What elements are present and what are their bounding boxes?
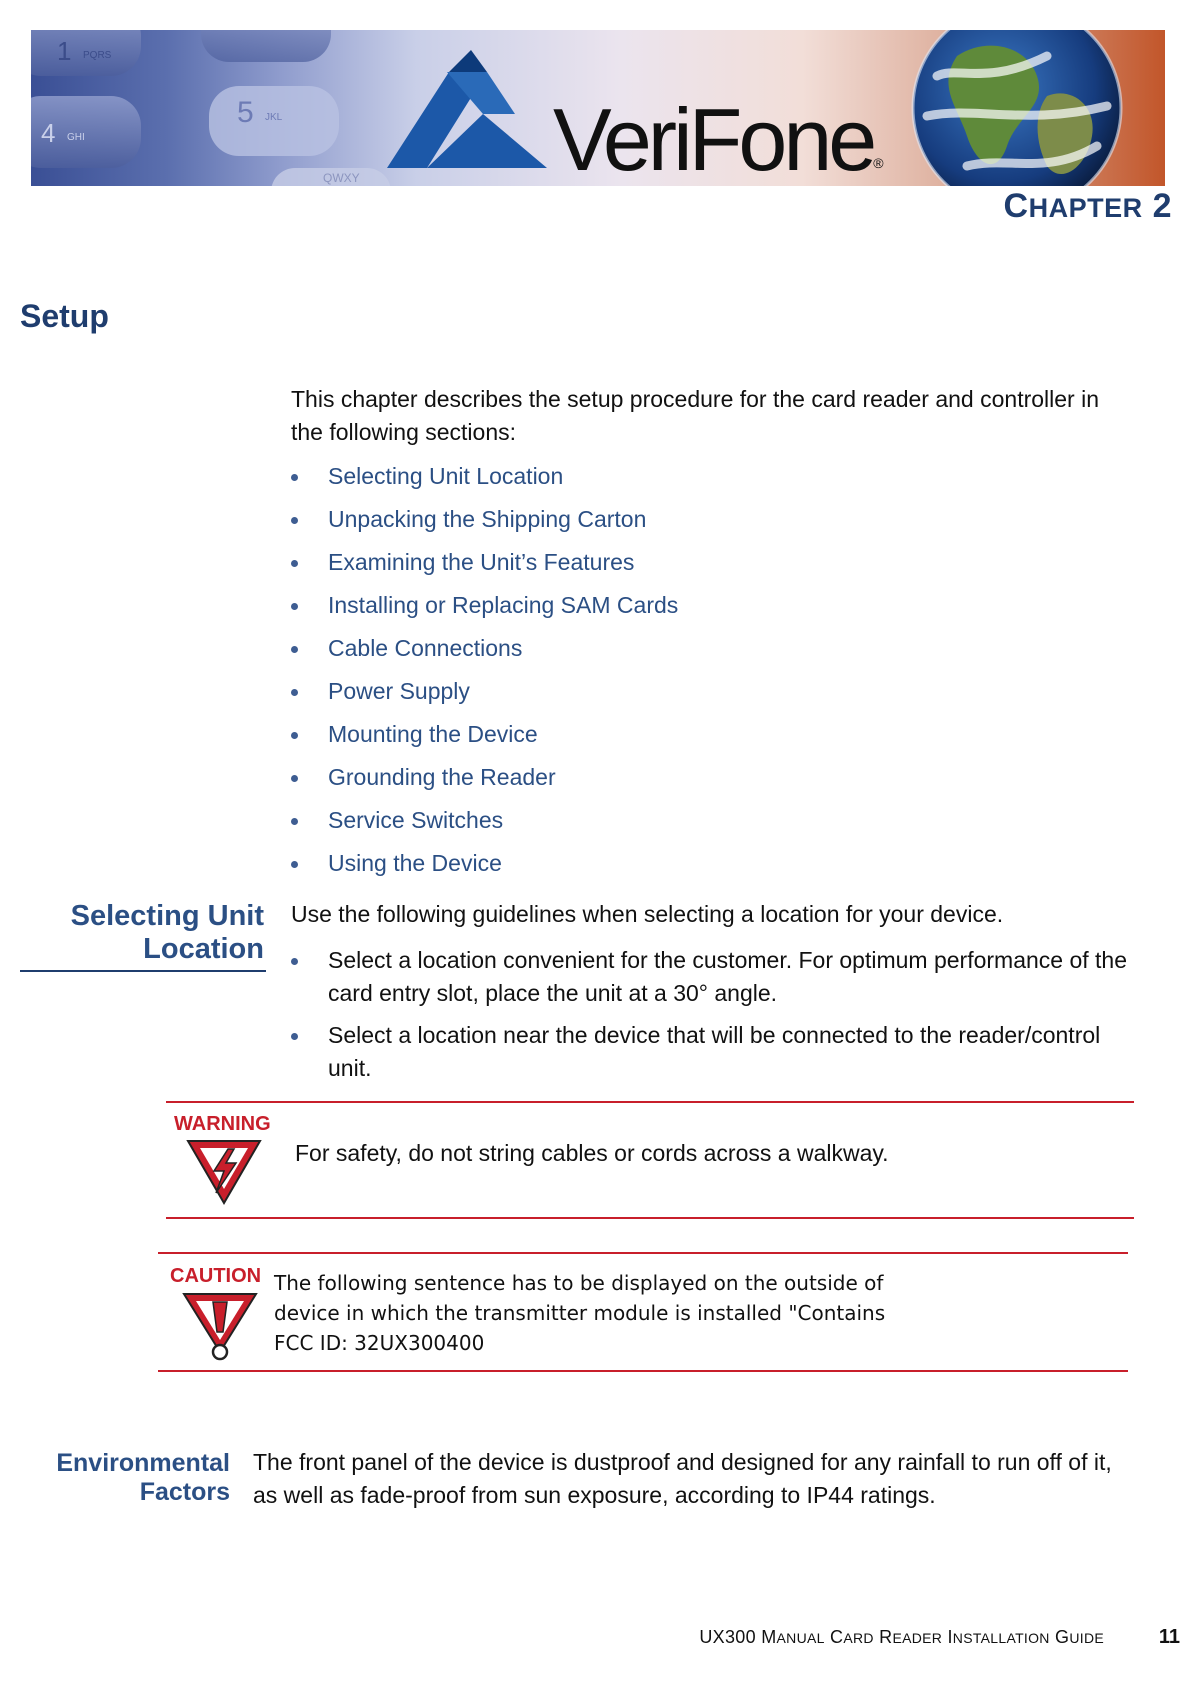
heading-rule	[20, 970, 266, 972]
bullet-icon	[291, 603, 298, 610]
svg-text:5: 5	[237, 96, 254, 129]
section-title: Setup	[20, 298, 109, 334]
caution-notice	[158, 1252, 1128, 1372]
bullet-icon	[291, 560, 298, 567]
section-list	[291, 460, 678, 890]
toc-link[interactable]: Installing or Replacing SAM Cards	[291, 589, 678, 632]
toc-link[interactable]: Mounting the Device	[291, 718, 678, 761]
toc-link[interactable]: Examining the Unit’s Features	[291, 546, 678, 589]
chapter-label: CHAPTER 2	[1003, 187, 1172, 225]
bullet-icon	[291, 1033, 298, 1040]
header-banner	[31, 30, 1165, 186]
svg-text:PQRS: PQRS	[83, 50, 112, 61]
toc-link[interactable]: Unpacking the Shipping Carton	[291, 503, 678, 546]
bullet-icon	[291, 818, 298, 825]
globe-image	[897, 30, 1157, 186]
svg-text:JKL: JKL	[265, 112, 283, 123]
svg-text:4: 4	[41, 118, 56, 148]
bullet-icon	[291, 958, 298, 965]
list-item: Select a location convenient for the customer. For optimum performance of the card entry slot, place the unit at a 30° angle.	[291, 944, 1131, 1010]
toc-link[interactable]: Grounding the Reader	[291, 761, 678, 804]
toc-link[interactable]: Power Supply	[291, 675, 678, 718]
guidelines-intro: Use the following guidelines when selecting a location for your device.	[291, 901, 1004, 927]
warning-message: For safety, do not string cables or cords across a walkway.	[295, 1140, 889, 1166]
bullet-icon	[291, 474, 298, 481]
toc-link[interactable]: Cable Connections	[291, 632, 678, 675]
selecting-location-heading: Selecting Unit Location	[70, 900, 264, 965]
bullet-icon	[291, 517, 298, 524]
toc-link[interactable]: Using the Device	[291, 847, 678, 890]
bullet-icon	[291, 775, 298, 782]
warning-lightning-icon	[186, 1139, 262, 1205]
environmental-factors-heading: Environmental Factors	[56, 1449, 230, 1506]
list-item: Select a location near the device that will be connected to the reader/control unit.	[291, 1019, 1131, 1085]
bullet-icon	[291, 732, 298, 739]
toc-link[interactable]: Selecting Unit Location	[291, 460, 678, 503]
toc-link[interactable]: Service Switches	[291, 804, 678, 847]
intro-paragraph: This chapter describes the setup procedure for the card reader and controller in the following sections:	[291, 386, 1099, 445]
bullet-icon	[291, 646, 298, 653]
svg-text:GHI: GHI	[67, 132, 85, 143]
caution-exclamation-icon	[182, 1292, 258, 1362]
svg-text:QWXY: QWXY	[323, 171, 360, 185]
warning-notice	[166, 1101, 1134, 1219]
caution-label: CAUTION	[170, 1265, 262, 1287]
warning-label: WARNING	[174, 1113, 271, 1135]
svg-text:1: 1	[57, 36, 72, 66]
guidelines-list	[291, 944, 1131, 1094]
caution-message: The following sentence has to be displayed on the outside of device in which the transmitter module is installed "Contains FCC ID: 32UX300400	[274, 1271, 886, 1355]
brand-name: VeriFone®	[553, 90, 884, 186]
bullet-icon	[291, 861, 298, 868]
bullet-icon	[291, 689, 298, 696]
keypad-image	[31, 30, 391, 186]
document-title: UX300 MANUAL CARD READER INSTALLATION GUIDE	[699, 1627, 1104, 1647]
verifone-logo-icon	[387, 50, 557, 170]
page-number: 11	[1158, 1626, 1180, 1648]
environmental-paragraph: The front panel of the device is dustproof and designed for any rainfall to run off of it, as well as fade-proof from sun exposure, according to IP44 ratings.	[253, 1449, 1112, 1508]
